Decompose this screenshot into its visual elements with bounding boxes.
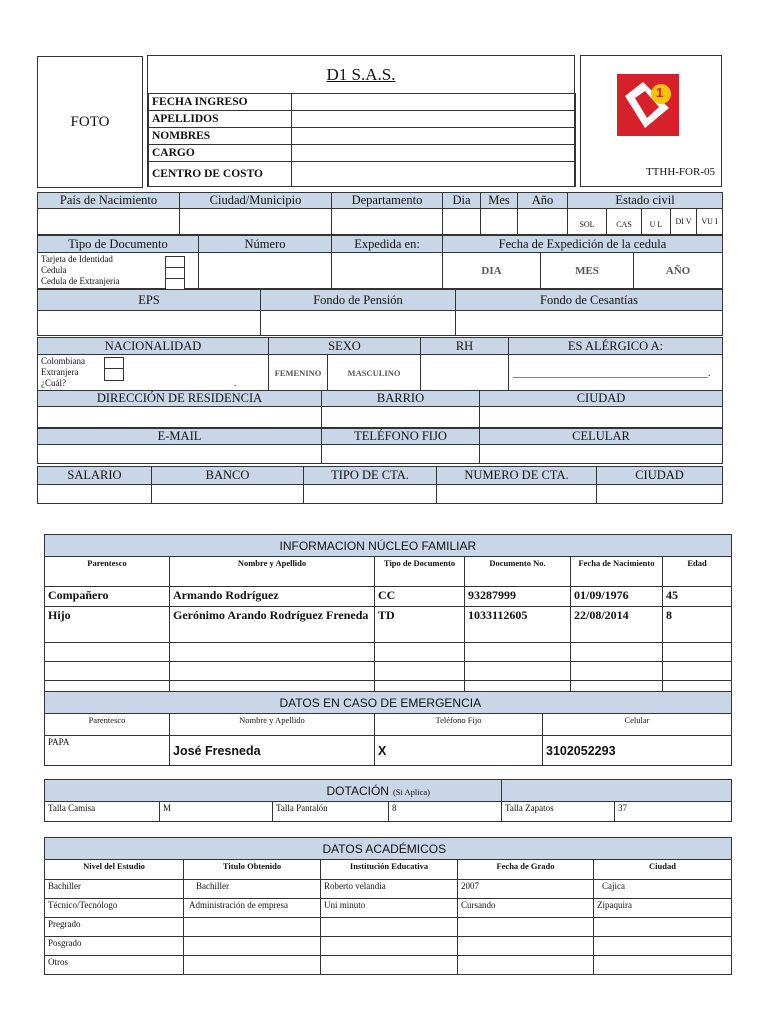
- salario-header: SALARIO: [37, 466, 152, 485]
- acad-cell[interactable]: Cursando: [458, 899, 594, 918]
- checkbox-extranjera[interactable]: [104, 368, 124, 381]
- departamento-header: Departamento: [331, 192, 443, 209]
- femenino-label: FEMENINO: [274, 367, 322, 378]
- table-row: [45, 643, 732, 662]
- exp-dia[interactable]: [442, 252, 541, 289]
- exp-mes[interactable]: [540, 252, 634, 289]
- field-fecha-ingreso-label: FECHA INGRESO: [148, 93, 292, 111]
- ciudad-municipio-value[interactable]: [179, 208, 332, 235]
- celular-header: CELULAR: [479, 428, 723, 445]
- acad-col-nivel: Nivel del Estudio: [45, 860, 184, 880]
- cual-dot: .: [234, 378, 237, 388]
- civil-sol[interactable]: [567, 208, 607, 235]
- estado-civil-header: Estado civil: [567, 192, 723, 209]
- pension-value[interactable]: [260, 310, 456, 336]
- familia-cell[interactable]: 45: [663, 587, 732, 607]
- email-header: E-MAIL: [37, 428, 322, 445]
- contact-section: [37, 428, 723, 464]
- table-row: [45, 802, 732, 822]
- logo-box: [580, 55, 722, 187]
- rh-value[interactable]: [420, 354, 509, 391]
- acad-col-institucion: Institución Educativa: [321, 860, 458, 880]
- emergencia-title: DATOS EN CASO DE EMERGENCIA: [170, 692, 732, 714]
- table-row: [45, 736, 732, 766]
- familia-cell[interactable]: [45, 662, 170, 681]
- address-section: [37, 390, 723, 428]
- familia-cell[interactable]: [45, 643, 170, 662]
- direccion-value[interactable]: [37, 406, 322, 428]
- acad-cell: Pregrado: [45, 918, 184, 937]
- pais-nacimiento-header: País de Nacimiento: [37, 192, 180, 209]
- familia-cell[interactable]: Compañero: [45, 587, 170, 607]
- mes-header: Mes: [480, 192, 518, 209]
- ciudad-banco-value[interactable]: [596, 484, 723, 504]
- birth-section: [37, 192, 723, 235]
- field-cargo-value[interactable]: [291, 144, 576, 162]
- acad-cell: Otros: [45, 956, 184, 975]
- acad-cell[interactable]: Bachiller: [184, 880, 321, 899]
- form-code: TTHH-FOR-05: [645, 166, 715, 178]
- familia-title-spacer: [45, 535, 170, 557]
- acad-cell[interactable]: Cajica: [594, 880, 732, 899]
- anio-value[interactable]: [517, 208, 568, 235]
- familia-cell[interactable]: [375, 662, 465, 681]
- table-row: [45, 956, 732, 975]
- logo-number: 1: [656, 85, 664, 100]
- familia-cell[interactable]: [465, 643, 571, 662]
- photo-label: FOTO: [70, 113, 110, 130]
- pension-header: Fondo de Pensión: [260, 289, 456, 311]
- familia-cell[interactable]: Hijo: [45, 607, 170, 643]
- tipo-documento-options: [37, 252, 199, 289]
- table-row: [45, 607, 732, 643]
- numero-cta-value[interactable]: [436, 484, 597, 504]
- sexo-header: SEXO: [268, 337, 421, 355]
- familia-cell[interactable]: TD: [375, 607, 465, 643]
- acad-col-fecha: Fecha de Grado: [458, 860, 594, 880]
- table-row: [45, 937, 732, 956]
- alergico-header: ES ALÉRGICO A:: [508, 337, 723, 355]
- familia-cell[interactable]: Gerónimo Arando Rodríguez Freneda: [170, 607, 375, 643]
- civil-vui[interactable]: [696, 208, 723, 235]
- telefono-header: TELÉFONO FIJO: [321, 428, 480, 445]
- pantalon-label: Talla Pantalón: [273, 802, 389, 822]
- email-value[interactable]: [37, 444, 322, 464]
- table-row: [45, 918, 732, 937]
- acad-cell: Técnico/Tecnólogo: [45, 899, 184, 918]
- exp-anio[interactable]: [633, 252, 723, 289]
- ciudad-municipio-header: Ciudad/Municipio: [179, 192, 332, 209]
- tipo-cta-header: TIPO DE CTA.: [303, 466, 437, 485]
- expedida-header: Expedida en:: [331, 235, 443, 253]
- acad-cell[interactable]: [458, 918, 594, 937]
- emergencia-col-parentesco: Parentesco: [45, 714, 170, 736]
- familia-cell[interactable]: [663, 643, 732, 662]
- rh-header: RH: [420, 337, 509, 355]
- salario-value[interactable]: [37, 484, 152, 504]
- civil-ul[interactable]: [641, 208, 671, 235]
- emergencia-telefono[interactable]: X: [375, 736, 543, 766]
- opt-tarjeta-label: Tarjeta de Identidad: [41, 254, 113, 264]
- expedida-value[interactable]: [331, 252, 443, 289]
- nacionalidad-options: [37, 354, 269, 391]
- exp-mes-label: MES: [575, 264, 599, 277]
- emergencia-nombre[interactable]: José Fresneda: [170, 736, 375, 766]
- fecha-expedicion-header: Fecha de Expedición de la cedula: [442, 235, 723, 253]
- familia-cell[interactable]: CC: [375, 587, 465, 607]
- company-name: D1 S.A.S.: [326, 65, 396, 84]
- acad-cell[interactable]: [184, 937, 321, 956]
- acad-cell[interactable]: 2007: [458, 880, 594, 899]
- d1-logo: [617, 74, 679, 136]
- field-nombres-value[interactable]: [291, 127, 576, 145]
- field-nombres-label: NOMBRES: [148, 127, 292, 145]
- emergencia-parentesco[interactable]: PAPA: [45, 736, 170, 766]
- acad-cell[interactable]: [321, 937, 458, 956]
- barrio-value[interactable]: [321, 406, 480, 428]
- acad-cell[interactable]: Uni minuto: [321, 899, 458, 918]
- familia-cell[interactable]: 93287999: [465, 587, 571, 607]
- social-security-section: [37, 289, 723, 336]
- mes-value[interactable]: [480, 208, 518, 235]
- barrio-header: BARRIO: [321, 390, 480, 407]
- emergencia-col-telefono: Teléfono Fijo: [375, 714, 543, 736]
- header-fields: [148, 93, 576, 187]
- tipo-cta-value[interactable]: [303, 484, 437, 504]
- civil-vui-label: VU I: [701, 217, 718, 226]
- banco-value[interactable]: [151, 484, 304, 504]
- familia-cell[interactable]: [170, 643, 375, 662]
- emergencia-col-celular: Celular: [543, 714, 732, 736]
- celular-value[interactable]: [479, 444, 723, 464]
- sexo-masculino[interactable]: [327, 354, 421, 391]
- dotacion-title-cell: [273, 780, 502, 802]
- civil-ul-label: U L: [649, 220, 663, 229]
- opt-cedula-label: Cedula: [41, 265, 67, 275]
- dotacion-title: DOTACIÓN: [326, 783, 389, 798]
- familia-cell[interactable]: 22/08/2014: [571, 607, 663, 643]
- zapatos-value[interactable]: 37: [615, 802, 732, 822]
- civil-cas[interactable]: [606, 208, 642, 235]
- dia-header: Dia: [442, 192, 481, 209]
- pais-nacimiento-value[interactable]: [37, 208, 180, 235]
- dotacion-subtitle: (Si Aplica): [392, 786, 431, 797]
- familia-cell[interactable]: 8: [663, 607, 732, 643]
- emergencia-col-nombre: Nombre y Apellido: [170, 714, 375, 736]
- opt-cual-label: ¿Cuál?: [41, 378, 66, 388]
- familia-col-documento: Documento No.: [465, 557, 571, 587]
- familia-cell[interactable]: 1033112605: [465, 607, 571, 643]
- acad-cell[interactable]: [184, 956, 321, 975]
- departamento-value[interactable]: [331, 208, 443, 235]
- anio-header: Año: [517, 192, 568, 209]
- familia-cell[interactable]: Armando Rodríguez: [170, 587, 375, 607]
- nacionalidad-header: NACIONALIDAD: [37, 337, 269, 355]
- eps-header: EPS: [37, 289, 261, 311]
- masculino-label: MASCULINO: [347, 367, 401, 378]
- dotacion-title-spacer: [45, 780, 273, 802]
- dotacion-table: [44, 779, 732, 822]
- alergico-value[interactable]: [508, 354, 723, 391]
- ciudad-header: CIUDAD: [479, 390, 723, 407]
- exp-anio-label: AÑO: [665, 264, 691, 277]
- familia-col-fecha: Fecha de Nacimiento: [571, 557, 663, 587]
- field-apellidos-value[interactable]: [291, 110, 576, 128]
- numero-header: Número: [198, 235, 332, 253]
- familia-cell[interactable]: [663, 662, 732, 681]
- bank-section: [37, 466, 723, 504]
- acad-cell[interactable]: [321, 956, 458, 975]
- familia-cell[interactable]: [375, 643, 465, 662]
- telefono-value[interactable]: [321, 444, 480, 464]
- familia-cell[interactable]: 01/09/1976: [571, 587, 663, 607]
- acad-cell[interactable]: [321, 918, 458, 937]
- field-centro-costo-label: CENTRO DE COSTO: [148, 161, 292, 187]
- ciudad-banco-header: CIUDAD: [596, 466, 723, 485]
- sexo-femenino[interactable]: [268, 354, 328, 391]
- civil-div-label: DI V: [675, 217, 692, 226]
- acad-cell[interactable]: [594, 918, 732, 937]
- acad-cell[interactable]: [184, 918, 321, 937]
- acad-cell: Posgrado: [45, 937, 184, 956]
- opt-colombiana-label: Colombiana: [41, 356, 85, 366]
- photo-box: [37, 56, 143, 188]
- familia-cell[interactable]: [571, 662, 663, 681]
- ciudad-value[interactable]: [479, 406, 723, 428]
- acad-cell: Bachiller: [45, 880, 184, 899]
- acad-cell[interactable]: [594, 937, 732, 956]
- emergencia-celular[interactable]: 3102052293: [543, 736, 732, 766]
- familia-col-parentesco: Parentesco: [45, 557, 170, 587]
- acad-cell[interactable]: [594, 956, 732, 975]
- civil-sol-label: SOL: [579, 220, 595, 229]
- acad-cell[interactable]: [458, 956, 594, 975]
- direccion-header: DIRECCIÓN DE RESIDENCIA: [37, 390, 322, 407]
- personal-section: [37, 337, 723, 391]
- acad-cell[interactable]: Roberto velandia: [321, 880, 458, 899]
- familia-title: INFORMACION NÚCLEO FAMILIAR: [170, 535, 732, 557]
- dia-value[interactable]: [442, 208, 481, 235]
- field-centro-costo-value[interactable]: [291, 161, 576, 187]
- tipo-documento-header: Tipo de Documento: [37, 235, 199, 253]
- field-fecha-ingreso-value[interactable]: [291, 93, 576, 111]
- familia-col-edad: Edad: [663, 557, 732, 587]
- eps-value[interactable]: [37, 310, 261, 336]
- acad-col-ciudad: Ciudad: [594, 860, 732, 880]
- familia-col-tipo: Tipo de Documento: [375, 557, 465, 587]
- familia-table: [44, 534, 732, 700]
- civil-div[interactable]: [670, 208, 697, 235]
- field-cargo-label: CARGO: [148, 144, 292, 162]
- emergencia-table: [44, 691, 732, 766]
- numero-value[interactable]: [198, 252, 332, 289]
- academicos-title-spacer: [45, 838, 321, 860]
- numero-cta-header: NUMERO DE CTA.: [436, 466, 597, 485]
- opt-extranjera-label: Extranjera: [41, 367, 79, 377]
- table-row: [45, 662, 732, 681]
- familia-col-nombre: Nombre y Apellido: [170, 557, 375, 587]
- opt-extranjeria-label: Cedula de Extranjeria: [41, 276, 120, 286]
- alergico-line: _______________________________________.: [513, 368, 711, 379]
- table-row: [45, 880, 732, 899]
- dotacion-title-right: [502, 780, 732, 802]
- familia-cell[interactable]: [571, 643, 663, 662]
- document-section: [37, 235, 723, 289]
- acad-cell[interactable]: Zipaquira: [594, 899, 732, 918]
- table-row: [45, 587, 732, 607]
- cesantias-header: Fondo de Cesantías: [455, 289, 723, 311]
- table-row: [45, 899, 732, 918]
- acad-col-titulo: Titulo Obtenido: [184, 860, 321, 880]
- emergencia-title-spacer: [45, 692, 170, 714]
- zapatos-label: Talla Zapatos: [502, 802, 615, 822]
- pantalon-value[interactable]: 8: [389, 802, 502, 822]
- familia-cell[interactable]: [170, 662, 375, 681]
- banco-header: BANCO: [151, 466, 304, 485]
- familia-cell[interactable]: [465, 662, 571, 681]
- camisa-value[interactable]: M: [160, 802, 273, 822]
- civil-cas-label: CAS: [616, 220, 632, 229]
- camisa-label: Talla Camisa: [45, 802, 160, 822]
- acad-cell[interactable]: [458, 937, 594, 956]
- cesantias-value[interactable]: [455, 310, 723, 336]
- field-apellidos-label: APELLIDOS: [148, 110, 292, 128]
- academicos-table: [44, 837, 732, 975]
- academicos-title: DATOS ACADÉMICOS: [321, 838, 732, 860]
- exp-dia-label: DIA: [481, 264, 502, 277]
- acad-cell[interactable]: Administración de empresa: [184, 899, 321, 918]
